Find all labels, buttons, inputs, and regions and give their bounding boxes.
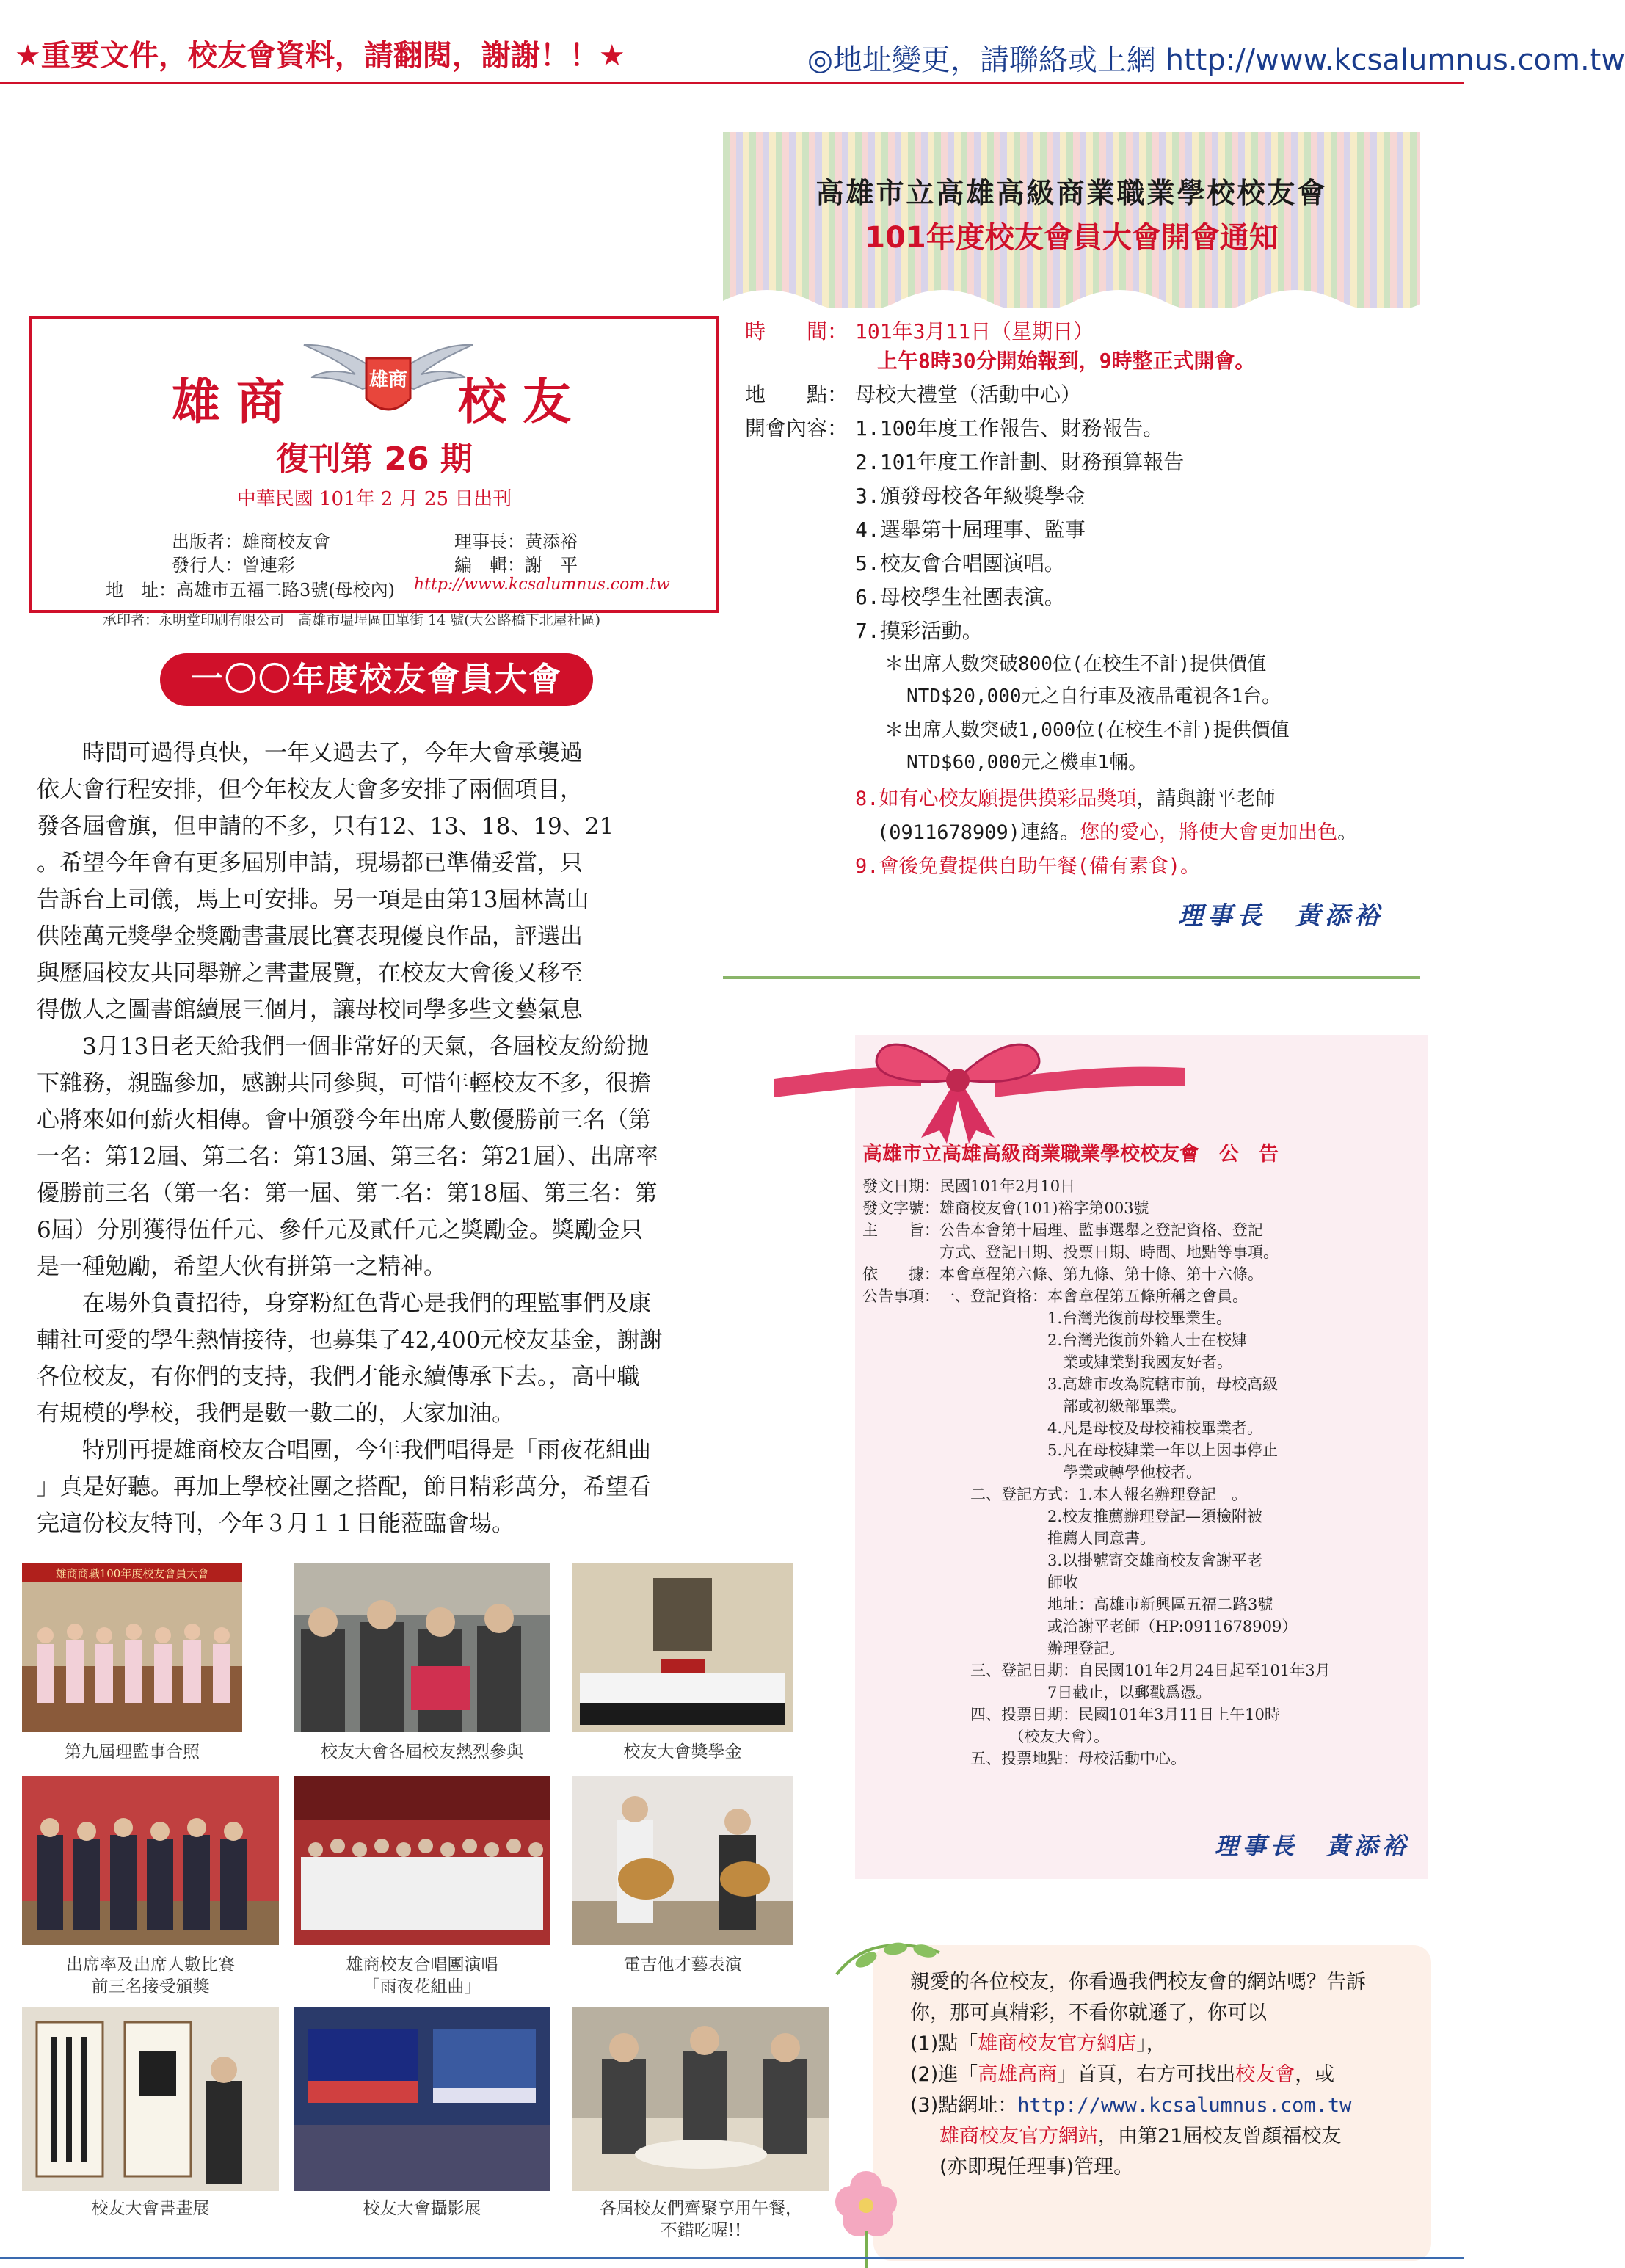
issuer: 發行人：曾連彩 <box>172 555 295 575</box>
announcement-line: 或洽謝平老師（HP:0911678909） <box>862 1618 1298 1635</box>
announcement-line: 主 旨：公告本會第十屆理、監事選舉之登記資格、登記 <box>862 1221 1263 1239</box>
article-line: 告訴台上司儀，馬上可安排。另一項是由第13屆林嵩山 <box>37 887 589 913</box>
notice-signature: 理事長 黃添裕 <box>1178 901 1384 931</box>
photo-lunch <box>572 2007 829 2191</box>
article-line: 3月13日老天給我們一個非常好的天氣，各屆校友紛紛拋 <box>37 1033 650 1060</box>
prize-1-line-2: NTD$20,000元之自行車及液晶電視各1台。 <box>906 686 1282 708</box>
time-value: 101年3月11日（星期日） <box>855 319 1094 344</box>
announcement-line: 1.台灣光復前母校畢業生。 <box>862 1309 1232 1327</box>
article-line: 依大會行程安排，但今年校友大會多安排了兩個項目， <box>37 777 583 803</box>
photo-banner-text: 雄商商職100年度校友會員大會 <box>55 1567 209 1580</box>
photo-board-group <box>22 1563 242 1732</box>
announcement-line: 辦理登記。 <box>862 1640 1124 1657</box>
option-suffix: ，或 <box>1295 2063 1335 2086</box>
masthead-title-right: 校友 <box>458 373 587 430</box>
issue-number: 復刊第 26 期 <box>276 440 473 478</box>
notice-title: 高雄市立高雄高級商業職業學校校友會 <box>815 176 1328 209</box>
article-heading: 一〇〇年度校友會員大會 <box>160 653 593 706</box>
announcement-line: （校友大會）。 <box>862 1728 1109 1745</box>
agenda-item: 4.選舉第十屆理事、監事 <box>855 517 1086 542</box>
prize-1-line-1: ＊出席人數突破800位(在校生不計)提供價值 <box>884 653 1267 675</box>
announcement-line: 二、登記方式：1.本人報名辦理登記 。 <box>862 1486 1248 1503</box>
announcement-title: 高雄市立高雄高級商業職業學校校友會 公 告 <box>862 1143 1279 1166</box>
time-label: 時 間： <box>745 319 848 344</box>
prize-2-line-2: NTD$60,000元之機車1輛。 <box>906 752 1148 774</box>
article-line: 完這份校友特刊，今年３月１１日能蒞臨會場。 <box>37 1511 515 1537</box>
announcement-line: 7日截止，以郵戳爲憑。 <box>862 1684 1212 1701</box>
photo-caption: 校友大會獎學金 <box>623 1742 742 1762</box>
photo-caption: 校友大會書畫展 <box>91 2199 210 2218</box>
top-divider <box>0 82 1464 84</box>
option-prefix: (1)點「 <box>910 2032 978 2055</box>
alumni-link[interactable]: 校友會 <box>1235 2063 1295 2086</box>
site-manager: ，由第21屆校友曾顏福校友 <box>1098 2125 1342 2148</box>
website-info-box <box>873 1945 1431 2261</box>
announcement-signature: 理事長 黃添裕 <box>1215 1832 1411 1860</box>
content-label: 開會內容： <box>745 416 848 440</box>
announcement-line: 3.高雄市改為院轄市前，母校高級 <box>862 1375 1279 1393</box>
photo-caption: 校友大會攝影展 <box>363 2199 481 2218</box>
website-line: 親愛的各位校友，你看過我們校友會的網站嗎？告訴 <box>910 1971 1366 1993</box>
item8-red: 8.如有心校友願提供摸彩品獎項 <box>855 788 1137 810</box>
announcement-line: 三、登記日期：自民國101年2月24日起至101年3月 <box>862 1662 1331 1679</box>
photo-scholarship <box>572 1563 793 1732</box>
option-suffix: 」， <box>1136 2032 1166 2055</box>
announcement-line: 發文字號：雄商校友會(101)裕字第003號 <box>862 1199 1149 1217</box>
agenda-item: 6.母校學生社團表演。 <box>855 585 1065 609</box>
announcement-line: 2.校友推薦辦理登記—須檢附被 <box>862 1508 1263 1525</box>
agenda-item-9: 9.會後免費提供自助午餐(備有素食)。 <box>855 855 1201 878</box>
school-home-link[interactable]: 高雄高商 <box>978 2063 1058 2086</box>
bottom-divider <box>0 2257 1464 2259</box>
agenda-item: 7.摸彩活動。 <box>855 619 983 643</box>
photo-caption: 雄商校友合唱團演唱 <box>346 1955 498 1974</box>
official-shop-link[interactable]: 雄商校友官方網店 <box>978 2032 1137 2055</box>
publish-date: 中華民國 101年 2 月 25 日出刊 <box>236 488 512 510</box>
article-line: 有規模的學校，我們是數一數二的，大家加油。 <box>37 1400 515 1427</box>
photo-alumni-audience <box>294 1563 550 1732</box>
item8-red-2: 您的愛心，將使大會更加出色 <box>1080 821 1338 844</box>
photo-caption: 不錯吃喔!! <box>660 2221 742 2240</box>
publisher: 出版者：雄商校友會 <box>172 531 330 552</box>
agenda-item-8-cont <box>877 816 1357 845</box>
article-line: 發各屆會旗，但申請的不多，只有12、13、18、19、21 <box>37 813 614 840</box>
agenda-item-8 <box>855 782 1276 811</box>
website-option-3 <box>910 2089 1351 2118</box>
announcement-line: 發文日期：民國101年2月10日 <box>862 1177 1076 1195</box>
photo-guitar-performance <box>572 1776 793 1945</box>
announcement-line: 推薦人同意書。 <box>862 1530 1155 1547</box>
item8-black: ，請與謝平老師 <box>1136 788 1276 810</box>
photo-calligraphy-exhibit <box>22 2007 279 2191</box>
announcement-line: 部或初級部畢業。 <box>862 1397 1186 1415</box>
website-option-2 <box>910 2058 1334 2087</box>
time-value-2: 上午8時30分開始報到，9時整正式開會。 <box>877 349 1256 373</box>
article-line: 6屆）分別獲得伍仟元、參仟元及貳仟元之獎勵金。獎勵金只 <box>37 1217 643 1243</box>
school-wings-logo <box>304 329 473 432</box>
announcement-line: 4.凡是母校及母校補校畢業者。 <box>862 1420 1263 1437</box>
option-prefix: (2)進「 <box>910 2063 978 2086</box>
official-site-name: 雄商校友官方網站 <box>939 2125 1098 2148</box>
ribbon-bow-icon <box>774 1028 1185 1145</box>
meeting-notice <box>723 132 1420 980</box>
masthead-title-left: 雄商 <box>172 373 301 430</box>
photo-caption: 第九屆理監事合照 <box>65 1742 200 1762</box>
election-announcement <box>855 1035 1428 1879</box>
agenda-item: 2.101年度工作計劃、財務預算報告 <box>855 450 1185 474</box>
article-line: 特別再提雄商校友合唱團，今年我們唱得是「雨夜花組曲 <box>37 1437 651 1464</box>
masthead <box>29 316 719 613</box>
article-line: 在場外負責招待，身穿粉紅色背心是我們的理監事們及康 <box>37 1290 651 1317</box>
editor: 編 輯：謝 平 <box>454 555 578 575</box>
printer-info: 承印者：永明堂印刷有限公司 高雄市塭埕區田單街 14 號(大公路橋下北屋社區) <box>103 612 601 628</box>
photo-caption: 各屆校友們齊聚享用午餐， <box>600 2199 802 2218</box>
article-line: 供陸萬元獎學金獎勵書畫展比賽表現優良作品，評選出 <box>37 923 583 950</box>
website-line <box>939 2120 1341 2148</box>
photo-caption: 「雨夜花組曲」 <box>363 1977 481 1996</box>
photo-caption: 出席率及出席人數比賽 <box>66 1955 235 1974</box>
agenda-item: 1.100年度工作報告、財務報告。 <box>855 416 1164 440</box>
announcement-line: 地址：高雄市新興區五福二路3號 <box>862 1596 1273 1613</box>
notice-subtitle: 101年度校友會員大會開會通知 <box>865 221 1279 255</box>
article-line: 一名：第12屆、第二名：第13屆、第三名：第21屆）、出席率 <box>37 1144 658 1170</box>
prize-2-line-1: ＊出席人數突破1,000位(在校生不計)提供價值 <box>884 719 1290 741</box>
banner-right[interactable]: ◎地址變更，請聯絡或上網 http://www.kcsalumnus.com.tw <box>807 43 1625 77</box>
article-line: 心將來如何薪火相傳。會中頒發今年出席人數優勝前三名（第 <box>37 1107 651 1133</box>
place-value: 母校大禮堂（活動中心） <box>855 382 1082 407</box>
announcement-line: 四、投票日期：民國101年3月11日上午10時 <box>862 1706 1280 1723</box>
item8-phone: (0911678909)連絡。 <box>877 821 1080 844</box>
photo-caption: 校友大會各屆校友熱烈參與 <box>321 1742 523 1762</box>
alumni-website-link[interactable]: http://www.kcsalumnus.com.tw <box>1017 2094 1352 2117</box>
website-option-1 <box>910 2027 1166 2056</box>
chairman: 理事長：黃添裕 <box>454 531 578 552</box>
banner-left: ★重要文件，校友會資料，請翻閱，謝謝！！★ <box>15 39 625 73</box>
masthead-website[interactable]: http://www.kcsalumnus.com.tw <box>414 575 670 594</box>
article-line: 」真是好聽。再加上學校社團之搭配，節目精彩萬分，希望看 <box>37 1474 651 1500</box>
article-line: 時間可過得真快，一年又過去了，今年大會承襲過 <box>37 740 583 766</box>
announcement-line: 五、投票地點：母校活動中心。 <box>862 1750 1186 1767</box>
photo-caption: 電吉他才藝表演 <box>623 1955 742 1974</box>
photo-award-ceremony <box>22 1776 279 1945</box>
agenda-item: 5.校友會合唱團演唱。 <box>855 551 1065 575</box>
option-prefix: (3)點網址： <box>910 2094 1018 2117</box>
website-line: 你，那可真精彩，不看你就遜了，你可以 <box>910 2002 1267 2024</box>
announcement-line: 師收 <box>862 1574 1078 1591</box>
article-line: 優勝前三名（第一名：第一屆、第二名：第18屆、第三名：第 <box>37 1180 658 1207</box>
item8-end: 。 <box>1337 821 1358 844</box>
announcement-line: 2.台灣光復前外籍人士在校肄 <box>862 1331 1248 1349</box>
agenda-item: 3.頒發母校各年級獎學金 <box>855 484 1086 508</box>
address: 地 址：高雄市五福二路3號(母校內) <box>106 580 395 600</box>
option-middle: 」首頁，右方可找出 <box>1057 2063 1236 2086</box>
website-line: (亦即現任理事)管理。 <box>939 2156 1134 2178</box>
announcement-line: 業或肄業對我國友好者。 <box>862 1353 1232 1371</box>
notice-bottom-rule <box>723 976 1420 979</box>
announcement-line: 學業或轉學他校者。 <box>862 1464 1202 1481</box>
photo-photography-exhibit <box>294 2007 550 2191</box>
article-line: 與歷屆校友共同舉辦之書畫展覽，在校友大會後又移至 <box>37 960 583 986</box>
article-line: 輔社可愛的學生熱情接待，也募集了42,400元校友基金，謝謝 <box>37 1327 663 1353</box>
article-line: 得傲人之圖書館續展三個月，讓母校同學多些文藝氣息 <box>37 997 583 1023</box>
place-label: 地 點： <box>745 382 848 407</box>
article-line: 各位校友，有你們的支持，我們才能永續傳承下去。，高中職 <box>37 1364 640 1390</box>
pink-flower-icon <box>822 2143 917 2268</box>
photo-caption: 前三名接受頒獎 <box>91 1977 210 1996</box>
announcement-line: 3.以掛號寄交雄商校友會謝平老 <box>862 1552 1263 1569</box>
logo-text: 雄商 <box>368 369 408 391</box>
announcement-line: 5.凡在母校肄業一年以上因事停止 <box>862 1442 1279 1459</box>
announcement-line: 方式、登記日期、投票日期、時間、地點等事項。 <box>862 1243 1279 1261</box>
article-line: 。希望今年會有更多屆別申請，現場都已準備妥當，只 <box>37 850 583 876</box>
article-line: 下雜務，親臨參加，感謝共同參與，可惜年輕校友不多，很擔 <box>37 1070 651 1097</box>
photo-choir <box>294 1776 550 1945</box>
announcement-line: 公告事項：一、登記資格：本會章程第五條所稱之會員。 <box>862 1287 1248 1305</box>
article-line: 是一種勉勵，希望大伙有拼第一之精神。 <box>37 1254 446 1280</box>
announcement-line: 依 據：本會章程第六條、第九條、第十條、第十六條。 <box>862 1265 1263 1283</box>
